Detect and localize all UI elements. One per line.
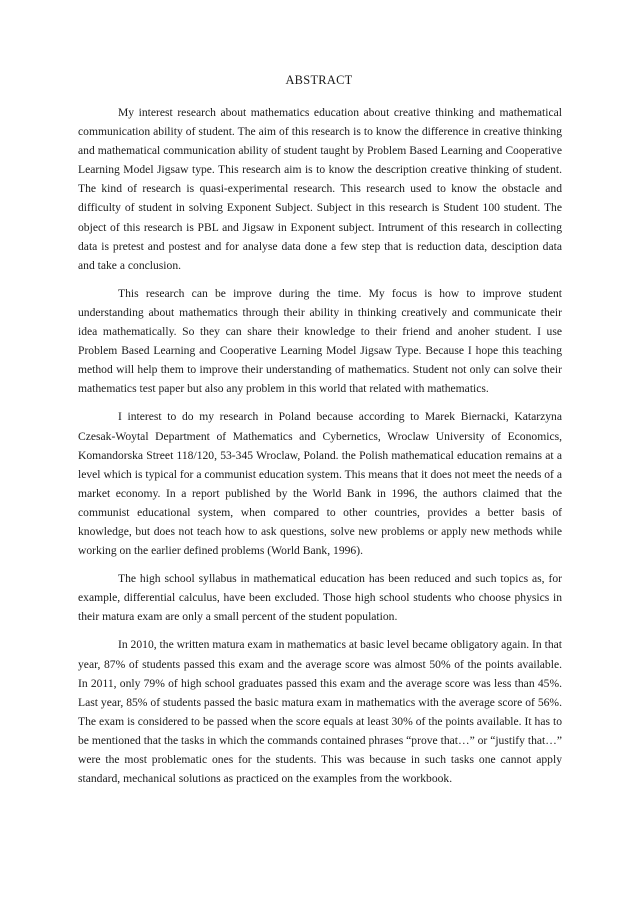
- paragraph-improvement-focus: This research can be improve during the time. My focus is how to improve student understanding about mathematics through their ability in thinking creatively and communicate their idea mathematically. So they can share their knowledge to their friend and anoher student. I use Problem Based Learning and Cooperative Learning Model Jigsaw Type. Because I hope this teaching method will help them to improve their understanding of mathematics. Student not only can solve their mathematics test paper but also any problem in this world that related with mathematics.: [78, 286, 562, 396]
- paragraph-matura-exam: In 2010, the written matura exam in mathematics at basic level became obligatory again. In that year, 87% of students passed this exam and the average score was almost 50% of the points available. In 2011, only 79% of high school graduates passed this exam and the average score was less than 45%. Last year, 85% of students passed the basic matura exam in mathematics with the average score of 56%. The exam is considered to be passed when the score equals at least 30% of the points available. It has to be mentioned that the tasks in which the commands contained phrases “prove that…” or “justify that…” were the most problematic ones for the students. This was because in such tasks one cannot apply standard, mechanical solutions as practiced on the examples from the workbook.: [78, 638, 562, 786]
- abstract-title: ABSTRACT: [285, 73, 353, 87]
- paragraph-research-interest: My interest research about mathematics education about creative thinking and mathematical communication ability of student. The aim of this research is to know the difference in creative thinking and mathematical communication ability of student taught by Problem Based Learning and Cooperative Learning Model Jigsaw type. This research aim is to know the description creative thinking of student. The kind of research is quasi-experimental research. This research used to know the obstacle and difficulty of student in solving Exponent Subject. Subject in this research is Student 100 student. The object of this research is PBL and Jigsaw in Exponent subject. Intrument of this research in collecting data is pretest and postest and for analyse data done a few step that is reduction data, desciption data and take a conclusion.: [78, 106, 562, 272]
- paragraph-syllabus: The high school syllabus in mathematical education has been reduced and such topics as, for example, differential calculus, have been excluded. Those high school students who choose physics in their matura exam are only a small percent of the student population.: [78, 572, 562, 624]
- paragraph-poland-context: I interest to do my research in Poland because according to Marek Biernacki, Katarzyna Czesak-Woytal Department of Mathematics and Cybernetics, Wroclaw University of Economics, Komandorska Street 118/120, 53-345 Wroclaw, Poland. the Polish mathematical education remains at a level which is typical for a communist education system. This means that it does not meet the needs of a market economy. In a report published by the World Bank in 1996, the authors claimed that the communist educational system, when compared to other countries, provides a better basis of knowledge, but does not teach how to ask questions, solve new problems or apply new methods while working on the earlier defined problems (World Bank, 1996).: [78, 410, 562, 558]
- abstract-body: [78, 103, 562, 797]
